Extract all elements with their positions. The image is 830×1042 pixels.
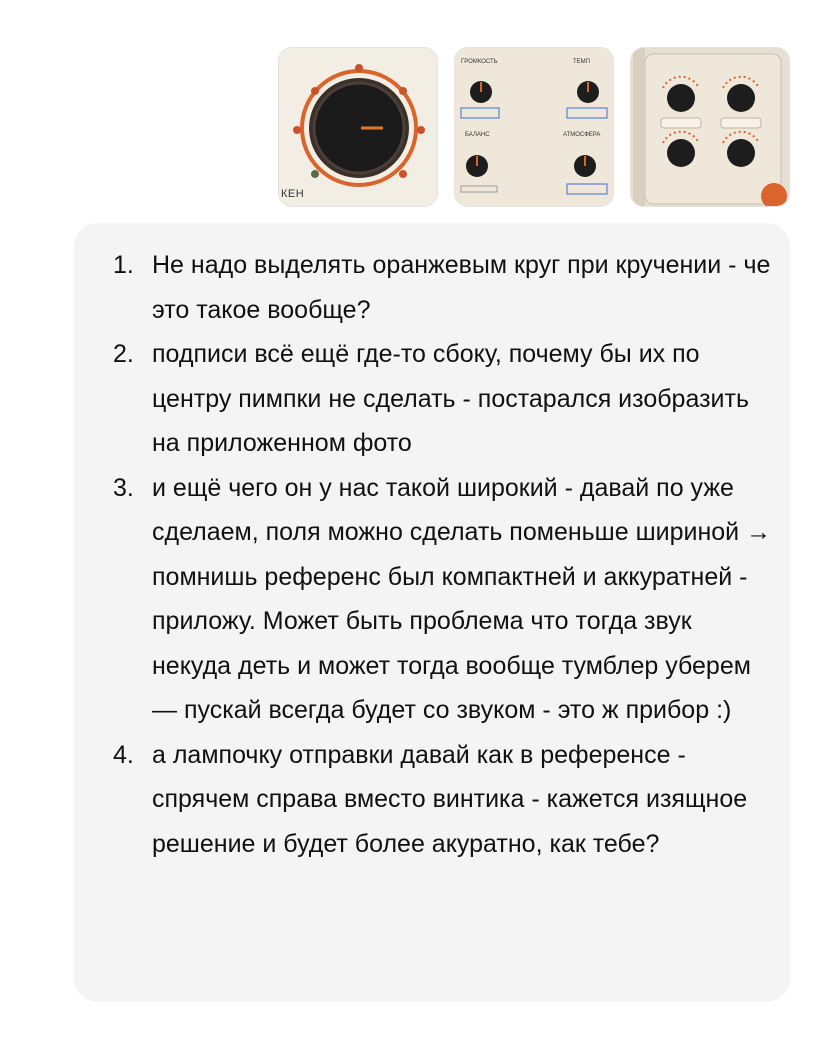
list-text: а лампочку отправки давай как в референсе - спрячем справа вместо винтика - кажется изящное решение и будет более акуратно, как тебе? (152, 740, 748, 858)
four-knob-panel-image (455, 48, 614, 207)
panel-label-4: АТМОСФЕРА (563, 132, 601, 138)
list-item (113, 466, 776, 733)
compact-reference-image (631, 48, 790, 207)
attachment-caption: КЕН (281, 188, 305, 200)
list-number: 2. (113, 340, 134, 368)
list-number: 3. (113, 473, 134, 502)
panel-label-2: ТЕМП (573, 59, 590, 65)
list-item (113, 332, 776, 466)
attachments-row (278, 47, 790, 207)
list-item (113, 243, 776, 332)
list-number: 1. (113, 251, 134, 279)
attachment-thumbnail-1[interactable] (278, 47, 438, 207)
panel-label-3: БАЛАНС (465, 132, 490, 138)
list-text: подписи всё ещё где-то сбоку, почему бы их по центру пимпки не сделать - постарался изобразить на приложенном фото (152, 340, 749, 457)
message-list (113, 243, 776, 866)
attachment-thumbnail-3[interactable] (630, 47, 790, 207)
attachment-thumbnail-2[interactable] (454, 47, 614, 207)
list-text: и ещё чего он у нас такой широкий - давай по уже сделаем, поля можно сделать поменьше шириной → помнишь референс был компактней и аккуратней - приложу. Может быть проблема что тогда звук некуда деть и может тогда вообще тумблер уберем — пускай всегда будет со звуком - это ж прибор :) (152, 473, 772, 724)
user-message-bubble (74, 223, 790, 1002)
list-text: Не надо выделять оранжевым круг при кручении - че это такое вообще? (152, 251, 771, 324)
panel-label-1: ГРОМКОСТЬ (461, 59, 498, 65)
single-knob-image (279, 48, 438, 207)
list-item (113, 733, 776, 867)
list-number: 4. (113, 740, 134, 769)
